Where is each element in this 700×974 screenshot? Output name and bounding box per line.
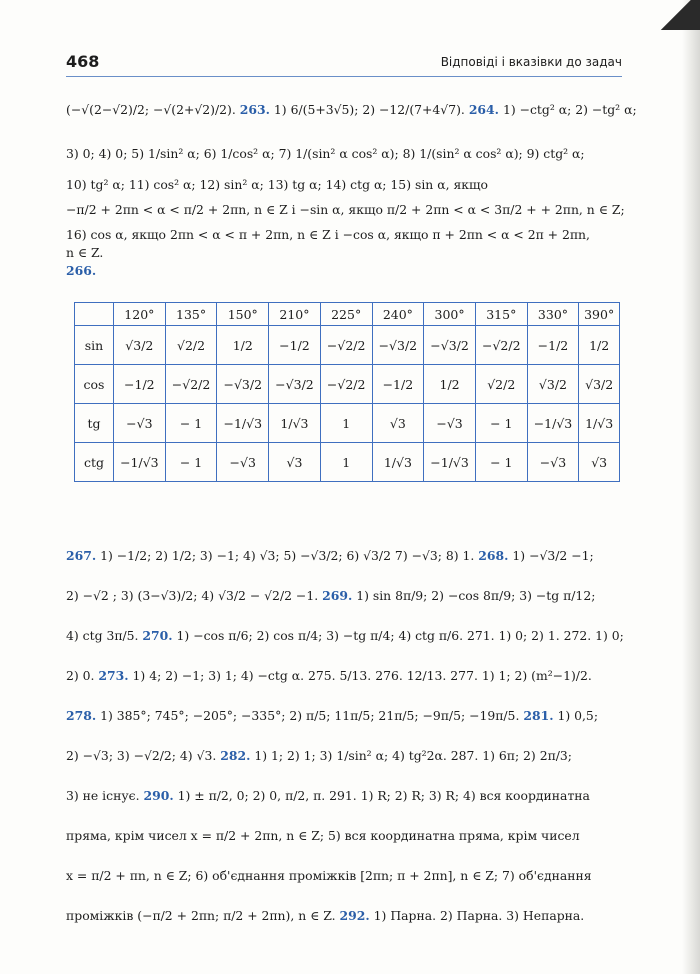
answer-text: (−√(2−√2)/2; −√(2+√2)/2). bbox=[66, 102, 236, 117]
table-cell: −1/2 bbox=[269, 326, 321, 365]
answer-text: 16) cos α, якщо 2πn < α < π + 2πn, n ∈ Z і −cos α, якщо π + 2πn < α < 2π + 2πn, bbox=[66, 227, 590, 242]
table-row bbox=[75, 365, 620, 404]
answer-text: 1) −ctg² α; 2) −tg² α; bbox=[502, 102, 637, 117]
problem-number: 290. bbox=[143, 788, 174, 803]
answers-bottom-block bbox=[66, 536, 622, 936]
problem-number: 266. bbox=[66, 263, 97, 278]
answer-line bbox=[66, 856, 622, 896]
answer-text: 1) 0,5; bbox=[553, 708, 598, 723]
answer-line bbox=[66, 536, 622, 576]
problem-number: 281. bbox=[523, 708, 554, 723]
table-cell: −√3/2 bbox=[372, 326, 424, 365]
answer-text: пряма, крім чисел x = π/2 + 2πn, n ∈ Z; 5) вся координатна пряма, крім чисел bbox=[66, 828, 580, 843]
table-cell: −√3 bbox=[114, 404, 166, 443]
answer-text: 1) Парна. 2) Парна. 3) Непарна. bbox=[369, 908, 585, 923]
answers-top-block bbox=[66, 92, 637, 280]
table-cell: −1/√3 bbox=[217, 404, 269, 443]
problem-number: 269. bbox=[322, 588, 353, 603]
table-cell: −√2/2 bbox=[475, 326, 527, 365]
answer-line bbox=[66, 696, 622, 736]
row-label: ctg bbox=[75, 443, 114, 482]
table-cell: √2/2 bbox=[475, 365, 527, 404]
table-cell: 1/2 bbox=[217, 326, 269, 365]
table-cell: −√3/2 bbox=[424, 326, 476, 365]
table-cell: −1/2 bbox=[372, 365, 424, 404]
angle-header: 225° bbox=[320, 303, 372, 326]
answer-line bbox=[66, 776, 622, 816]
page-edge-shadow bbox=[682, 0, 700, 974]
answer-text: 2) −√3; 3) −√2/2; 4) √3. bbox=[66, 748, 221, 763]
answer-text: 3) 0; 4) 0; 5) 1/sin² α; 6) 1/cos² α; 7) 1/(sin² α cos² α); 8) 1/(sin² α cos² α); 9) ctg² α; bbox=[66, 146, 585, 161]
angle-header: 150° bbox=[217, 303, 269, 326]
answer-text: 2) −√2 ; 3) (3−√3)/2; 4) √3/2 − √2/2 −1. bbox=[66, 588, 323, 603]
table-cell: 1/√3 bbox=[579, 404, 620, 443]
answer-text: 3) не існує. bbox=[66, 788, 144, 803]
angle-header: 240° bbox=[372, 303, 424, 326]
table-cell: − 1 bbox=[165, 404, 217, 443]
table-corner-cell bbox=[75, 303, 114, 326]
answer-text: 10) tg² α; 11) cos² α; 12) sin² α; 13) tg α; 14) ctg α; 15) sin α, якщо bbox=[66, 177, 488, 192]
page-corner bbox=[658, 0, 700, 30]
answer-text: 1) 6/(5+3√5); 2) −12/(7+4√7). bbox=[273, 102, 465, 117]
table-cell: −√3 bbox=[424, 404, 476, 443]
table-row bbox=[75, 443, 620, 482]
angle-header: 135° bbox=[165, 303, 217, 326]
table-cell: √3/2 bbox=[579, 365, 620, 404]
answer-text: 1) sin 8π/9; 2) −cos 8π/9; 3) −tg π/12; bbox=[352, 588, 596, 603]
table-cell: −1/√3 bbox=[527, 404, 579, 443]
problem-number: 278. bbox=[66, 708, 97, 723]
answer-line bbox=[66, 736, 622, 776]
table-cell: −√2/2 bbox=[320, 365, 372, 404]
table-cell: −√3 bbox=[527, 443, 579, 482]
table-cell: − 1 bbox=[165, 443, 217, 482]
table-cell: −√3/2 bbox=[269, 365, 321, 404]
answer-line bbox=[66, 244, 622, 262]
table-cell: −1/2 bbox=[114, 365, 166, 404]
angle-header: 120° bbox=[114, 303, 166, 326]
row-label: sin bbox=[75, 326, 114, 365]
table-cell: √3/2 bbox=[527, 365, 579, 404]
trig-values-table bbox=[74, 302, 620, 482]
table-cell: 1/√3 bbox=[372, 443, 424, 482]
table-cell: √3 bbox=[372, 404, 424, 443]
problem-number: 267. bbox=[66, 548, 97, 563]
table-row bbox=[75, 404, 620, 443]
table-cell: −1/√3 bbox=[424, 443, 476, 482]
answer-text: 4) ctg 3π/5. bbox=[66, 628, 143, 643]
table-cell: −√2/2 bbox=[320, 326, 372, 365]
problem-number: 292. bbox=[339, 908, 370, 923]
table-cell: √3/2 bbox=[114, 326, 166, 365]
angle-header: 210° bbox=[269, 303, 321, 326]
table-cell: −1/2 bbox=[527, 326, 579, 365]
table-cell: √2/2 bbox=[165, 326, 217, 365]
answer-text: 2) 0. bbox=[66, 668, 99, 683]
answer-text: x = π/2 + πn, n ∈ Z; 6) об'єднання проміжків [2πn; π + 2πn], n ∈ Z; 7) об'єднання bbox=[66, 868, 592, 883]
answer-text: 1) −cos π/6; 2) cos π/4; 3) −tg π/4; 4) ctg π/6. 271. 1) 0; 2) 1. 272. 1) 0; bbox=[172, 628, 624, 643]
answer-text: 1) ± π/2, 0; 2) 0, π/2, π. 291. 1) R; 2) R; 3) R; 4) вся координатна bbox=[173, 788, 590, 803]
answer-text: 1) 385°; 745°; −205°; −335°; 2) π/5; 11π/5; 21π/5; −9π/5; −19π/5. bbox=[96, 708, 524, 723]
answer-text: 1) 1; 2) 1; 3) 1/sin² α; 4) tg²2α. 287. 1) 6π; 2) 2π/3; bbox=[250, 748, 572, 763]
table-cell: −√3 bbox=[217, 443, 269, 482]
table-cell: 1/2 bbox=[424, 365, 476, 404]
angle-header: 300° bbox=[424, 303, 476, 326]
answer-text: 1) 4; 2) −1; 3) 1; 4) −ctg α. 275. 5/13. 276. 12/13. 277. 1) 1; 2) (m²−1)/2. bbox=[128, 668, 592, 683]
problem-number: 264. bbox=[468, 102, 499, 117]
answer-text: n ∈ Z. bbox=[66, 245, 104, 260]
page-header bbox=[66, 52, 622, 77]
answer-text: −π/2 + 2πn < α < π/2 + 2πn, n ∈ Z і −sin α, якщо π/2 + 2πn < α < 3π/2 + + 2πn, n ∈ Z; bbox=[66, 202, 625, 217]
answer-line bbox=[66, 262, 622, 280]
problem-number: 273. bbox=[98, 668, 129, 683]
answer-line bbox=[66, 136, 622, 172]
table-cell: 1/√3 bbox=[269, 404, 321, 443]
problem-number: 268. bbox=[478, 548, 509, 563]
angle-header: 330° bbox=[527, 303, 579, 326]
table-cell: 1/2 bbox=[579, 326, 620, 365]
problem-number: 263. bbox=[239, 102, 270, 117]
answer-line bbox=[66, 896, 622, 936]
table-row bbox=[75, 326, 620, 365]
answer-text: проміжків (−π/2 + 2πn; π/2 + 2πn), n ∈ Z. bbox=[66, 908, 340, 923]
answer-line bbox=[66, 616, 622, 656]
answer-line bbox=[66, 576, 622, 616]
table-cell: √3 bbox=[269, 443, 321, 482]
answer-line bbox=[66, 176, 622, 194]
problem-number: 270. bbox=[142, 628, 173, 643]
row-label: cos bbox=[75, 365, 114, 404]
answer-line bbox=[66, 92, 637, 128]
answer-line bbox=[66, 194, 625, 226]
table-cell: −√3/2 bbox=[217, 365, 269, 404]
angle-header: 390° bbox=[579, 303, 620, 326]
table-cell: 1 bbox=[320, 404, 372, 443]
row-label: tg bbox=[75, 404, 114, 443]
answer-line bbox=[66, 816, 622, 856]
table-cell: − 1 bbox=[475, 404, 527, 443]
table-header-row bbox=[75, 303, 620, 326]
page-number: 468 bbox=[66, 52, 100, 71]
answer-line bbox=[66, 656, 622, 696]
answer-text: 1) −1/2; 2) 1/2; 3) −1; 4) √3; 5) −√3/2; 6) √3/2 7) −√3; 8) 1. bbox=[96, 548, 479, 563]
table-cell: −1/√3 bbox=[114, 443, 166, 482]
answer-text: 1) −√3/2 −1; bbox=[508, 548, 594, 563]
table-cell: −√2/2 bbox=[165, 365, 217, 404]
table-cell: 1 bbox=[320, 443, 372, 482]
section-title: Відповіді і вказівки до задач bbox=[440, 55, 622, 69]
angle-header: 315° bbox=[475, 303, 527, 326]
table-cell: − 1 bbox=[475, 443, 527, 482]
answer-line bbox=[66, 226, 622, 244]
problem-number: 282. bbox=[220, 748, 251, 763]
table-cell: √3 bbox=[579, 443, 620, 482]
